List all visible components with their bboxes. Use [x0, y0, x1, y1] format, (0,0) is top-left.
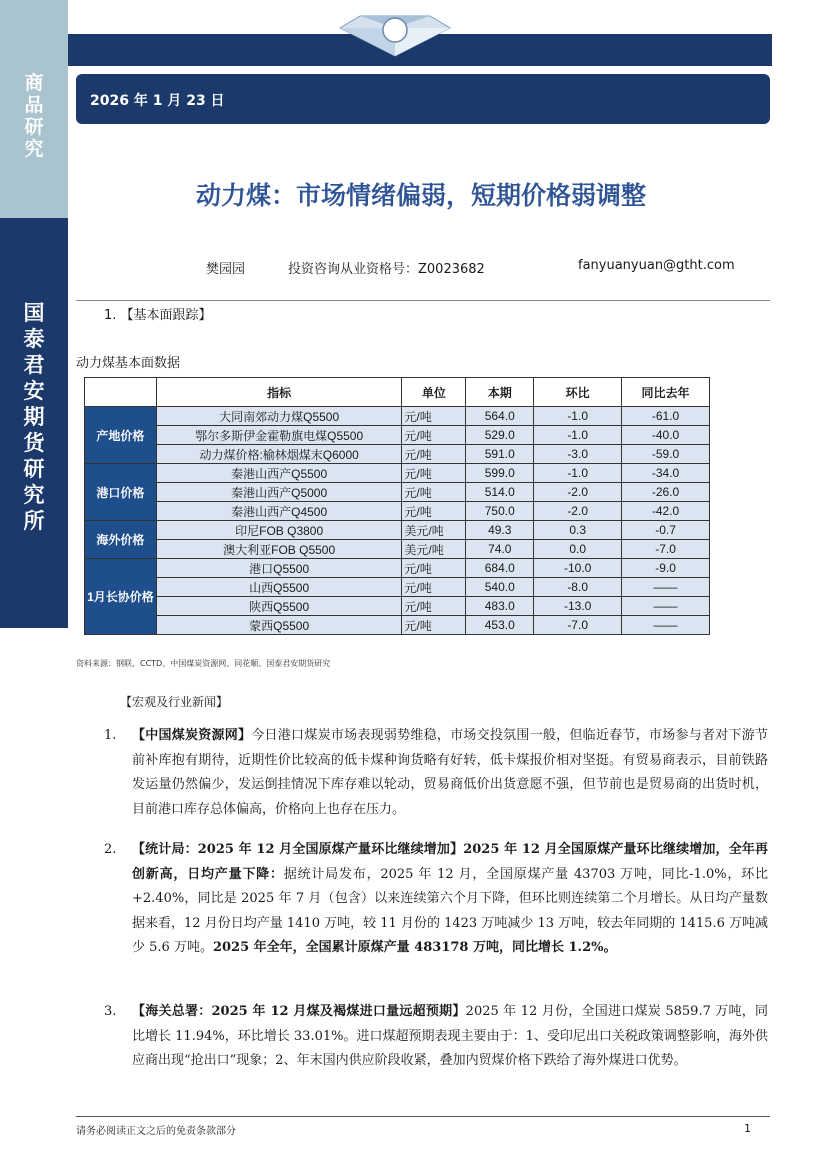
- unit-cell: 美元/吨: [402, 540, 466, 559]
- table-row: [85, 464, 710, 483]
- unit-cell: 元/吨: [402, 616, 466, 635]
- news-item-text: 今日港口煤炭市场表现弱势维稳，市场交投氛围一般，但临近春节，市场参与者对下游节前补库抱有期待，近期性价比较高的低卡煤种询货略有好转，低卡煤报价相对坚挺。有贸易商表示，目前铁路发运量仍然偏少，发运倒挂情况下库存难以轮动，贸易商低价出货意愿不强，但节前也是贸易商的出货时机，目前港口库存总体偏高，价格向上也存在压力。: [132, 728, 768, 817]
- table-header: 同比去年: [622, 378, 710, 407]
- date-bar: [76, 74, 770, 124]
- unit-cell: 元/吨: [402, 597, 466, 616]
- table-row: [85, 483, 710, 502]
- indicator-cell: 秦港山西产Q5000: [156, 483, 402, 502]
- table-row: [85, 521, 710, 540]
- yoy-change-cell: ——: [622, 578, 710, 597]
- table-group-label: 产地价格: [85, 407, 157, 464]
- yoy-change-cell: -59.0: [622, 445, 710, 464]
- sidebar-bottom: [0, 218, 68, 628]
- yoy-change-cell: -0.7: [622, 521, 710, 540]
- yoy-change-cell: -9.0: [622, 559, 710, 578]
- news-item-source: 【海关总署：2025 年 12 月煤及褐煤进口量远超预期】: [132, 1004, 466, 1019]
- news-item: [132, 1000, 768, 1074]
- unit-cell: 元/吨: [402, 445, 466, 464]
- mom-change-cell: -1.0: [534, 426, 622, 445]
- current-value-cell: 591.0: [466, 445, 534, 464]
- sidebar: [0, 0, 68, 1169]
- current-value-cell: 529.0: [466, 426, 534, 445]
- unit-cell: 元/吨: [402, 483, 466, 502]
- indicator-cell: 动力煤价格:榆林烟煤末Q6000: [156, 445, 402, 464]
- indicator-cell: 秦港山西产Q5500: [156, 464, 402, 483]
- table-row: [85, 597, 710, 616]
- mom-change-cell: -13.0: [534, 597, 622, 616]
- footer-disclaimer: 请务必阅读正文之后的免责条款部分: [76, 1126, 236, 1137]
- table-group-label: 港口价格: [85, 464, 157, 521]
- unit-cell: 元/吨: [402, 578, 466, 597]
- news-item-highlight: 2025 年全年，全国累计原煤产量 483178 万吨，同比增长 1.2%。: [212, 940, 617, 955]
- table-header: 环比: [534, 378, 622, 407]
- sidebar-top-label: 商 品 研 究: [24, 72, 44, 160]
- mom-change-cell: -10.0: [534, 559, 622, 578]
- current-value-cell: 49.3: [466, 521, 534, 540]
- table-caption: 动力煤基本面数据: [76, 356, 181, 371]
- author-email[interactable]: fanyuanyuan@gtht.com: [578, 258, 735, 273]
- yoy-change-cell: -42.0: [622, 502, 710, 521]
- author-name: 樊园园: [206, 262, 246, 277]
- news-number: 1.: [104, 728, 117, 743]
- news-number: 2.: [104, 842, 117, 857]
- diamond-logo-icon: [320, 6, 470, 58]
- yoy-change-cell: -7.0: [622, 540, 710, 559]
- mom-change-cell: -2.0: [534, 502, 622, 521]
- indicator-cell: 港口Q5500: [156, 559, 402, 578]
- table-row: [85, 540, 710, 559]
- footer-divider: [76, 1116, 770, 1117]
- mom-change-cell: -1.0: [534, 407, 622, 426]
- unit-cell: 元/吨: [402, 502, 466, 521]
- indicator-cell: 大同南郊动力煤Q5500: [156, 407, 402, 426]
- mom-change-cell: 0.3: [534, 521, 622, 540]
- current-value-cell: 564.0: [466, 407, 534, 426]
- indicator-cell: 澳大利亚FOB Q5500: [156, 540, 402, 559]
- unit-cell: 元/吨: [402, 426, 466, 445]
- current-value-cell: 540.0: [466, 578, 534, 597]
- indicator-cell: 山西Q5500: [156, 578, 402, 597]
- news-item-source: 【统计局：2025 年 12 月全国原煤产量环比继续增加】2025 年 12 月全国原煤产量环比继续增加，全年再创新高，日均产量下降：: [132, 842, 768, 882]
- page-number: 1: [744, 1122, 751, 1135]
- page-title: 动力煤：市场情绪偏弱，短期价格弱调整: [195, 181, 646, 210]
- mom-change-cell: -8.0: [534, 578, 622, 597]
- table-row: [85, 502, 710, 521]
- sidebar-bottom-label: 国 泰 君 安 期 货 研 究 所: [23, 300, 45, 533]
- yoy-change-cell: -34.0: [622, 464, 710, 483]
- mom-change-cell: -2.0: [534, 483, 622, 502]
- news-item-source: 【中国煤炭资源网】: [132, 728, 252, 743]
- unit-cell: 元/吨: [402, 559, 466, 578]
- table-row: [85, 445, 710, 464]
- yoy-change-cell: -40.0: [622, 426, 710, 445]
- yoy-change-cell: -26.0: [622, 483, 710, 502]
- report-date: 2026 年 1 月 23 日: [90, 93, 225, 109]
- news-item: [132, 838, 768, 961]
- table-group-label: 1月长协价格: [85, 559, 157, 635]
- yoy-change-cell: -61.0: [622, 407, 710, 426]
- unit-cell: 元/吨: [402, 464, 466, 483]
- indicator-cell: 蒙西Q5500: [156, 616, 402, 635]
- table-header: 单位: [402, 378, 466, 407]
- mom-change-cell: -7.0: [534, 616, 622, 635]
- current-value-cell: 684.0: [466, 559, 534, 578]
- current-value-cell: 453.0: [466, 616, 534, 635]
- fundamentals-table: [84, 377, 710, 635]
- news-item-text: 2025 年 12 月份，全国进口煤炭 5859.7 万吨，同比增长 11.94%，环比增长 33.01%。进口煤超预期表现主要由于：1、受印尼出口关税政策调整影响，海外供应商出现“抢出口”现象；2、年末国内供应阶段收紧，叠加内贸煤价格下跌给了海外煤进口优势。: [132, 1004, 768, 1068]
- table-header: 本期: [466, 378, 534, 407]
- table-row: [85, 407, 710, 426]
- current-value-cell: 750.0: [466, 502, 534, 521]
- unit-cell: 美元/吨: [402, 521, 466, 540]
- table-header-row: [85, 378, 710, 407]
- mom-change-cell: -1.0: [534, 464, 622, 483]
- indicator-cell: 陕西Q5500: [156, 597, 402, 616]
- yoy-change-cell: ——: [622, 597, 710, 616]
- unit-cell: 元/吨: [402, 407, 466, 426]
- table-header: 指标: [156, 378, 402, 407]
- indicator-cell: 鄂尔多斯伊金霍勒旗电煤Q5500: [156, 426, 402, 445]
- author-license: 投资咨询从业资格号：Z0023682: [288, 262, 485, 277]
- news-item: [132, 724, 768, 822]
- current-value-cell: 74.0: [466, 540, 534, 559]
- table-group-label: 海外价格: [85, 521, 157, 559]
- indicator-cell: 秦港山西产Q4500: [156, 502, 402, 521]
- table-header-blank: [85, 378, 157, 407]
- current-value-cell: 599.0: [466, 464, 534, 483]
- mom-change-cell: -3.0: [534, 445, 622, 464]
- current-value-cell: 483.0: [466, 597, 534, 616]
- data-source: 资料来源：钢联、CCTD、中国煤炭资源网、同花顺、国泰君安期货研究: [76, 659, 331, 668]
- divider: [76, 300, 770, 301]
- sidebar-top: [0, 0, 68, 218]
- mom-change-cell: 0.0: [534, 540, 622, 559]
- section-heading-news: 【宏观及行业新闻】: [120, 695, 229, 709]
- indicator-cell: 印尼FOB Q3800: [156, 521, 402, 540]
- news-number: 3.: [104, 1004, 117, 1019]
- section-heading-fundamentals: 1. 【基本面跟踪】: [104, 308, 212, 323]
- yoy-change-cell: ——: [622, 616, 710, 635]
- table-row: [85, 616, 710, 635]
- table-row: [85, 578, 710, 597]
- news-item-text: 据统计局发布，2025 年 12 月，全国原煤产量 43703 万吨，同比-1.0%，环比+2.40%，同比是 2025 年 7 月（包含）以来连续第六个月下降，但环比则连续第二个月增长。从日均产量数据来看，12 月份日均产量 1410 万吨，较 11 月份的 1423 万吨减少 13 万吨，较去年同期的 1415.6 万吨减少 5.6 万吨。: [132, 866, 768, 955]
- current-value-cell: 514.0: [466, 483, 534, 502]
- table-row: [85, 559, 710, 578]
- table-row: [85, 426, 710, 445]
